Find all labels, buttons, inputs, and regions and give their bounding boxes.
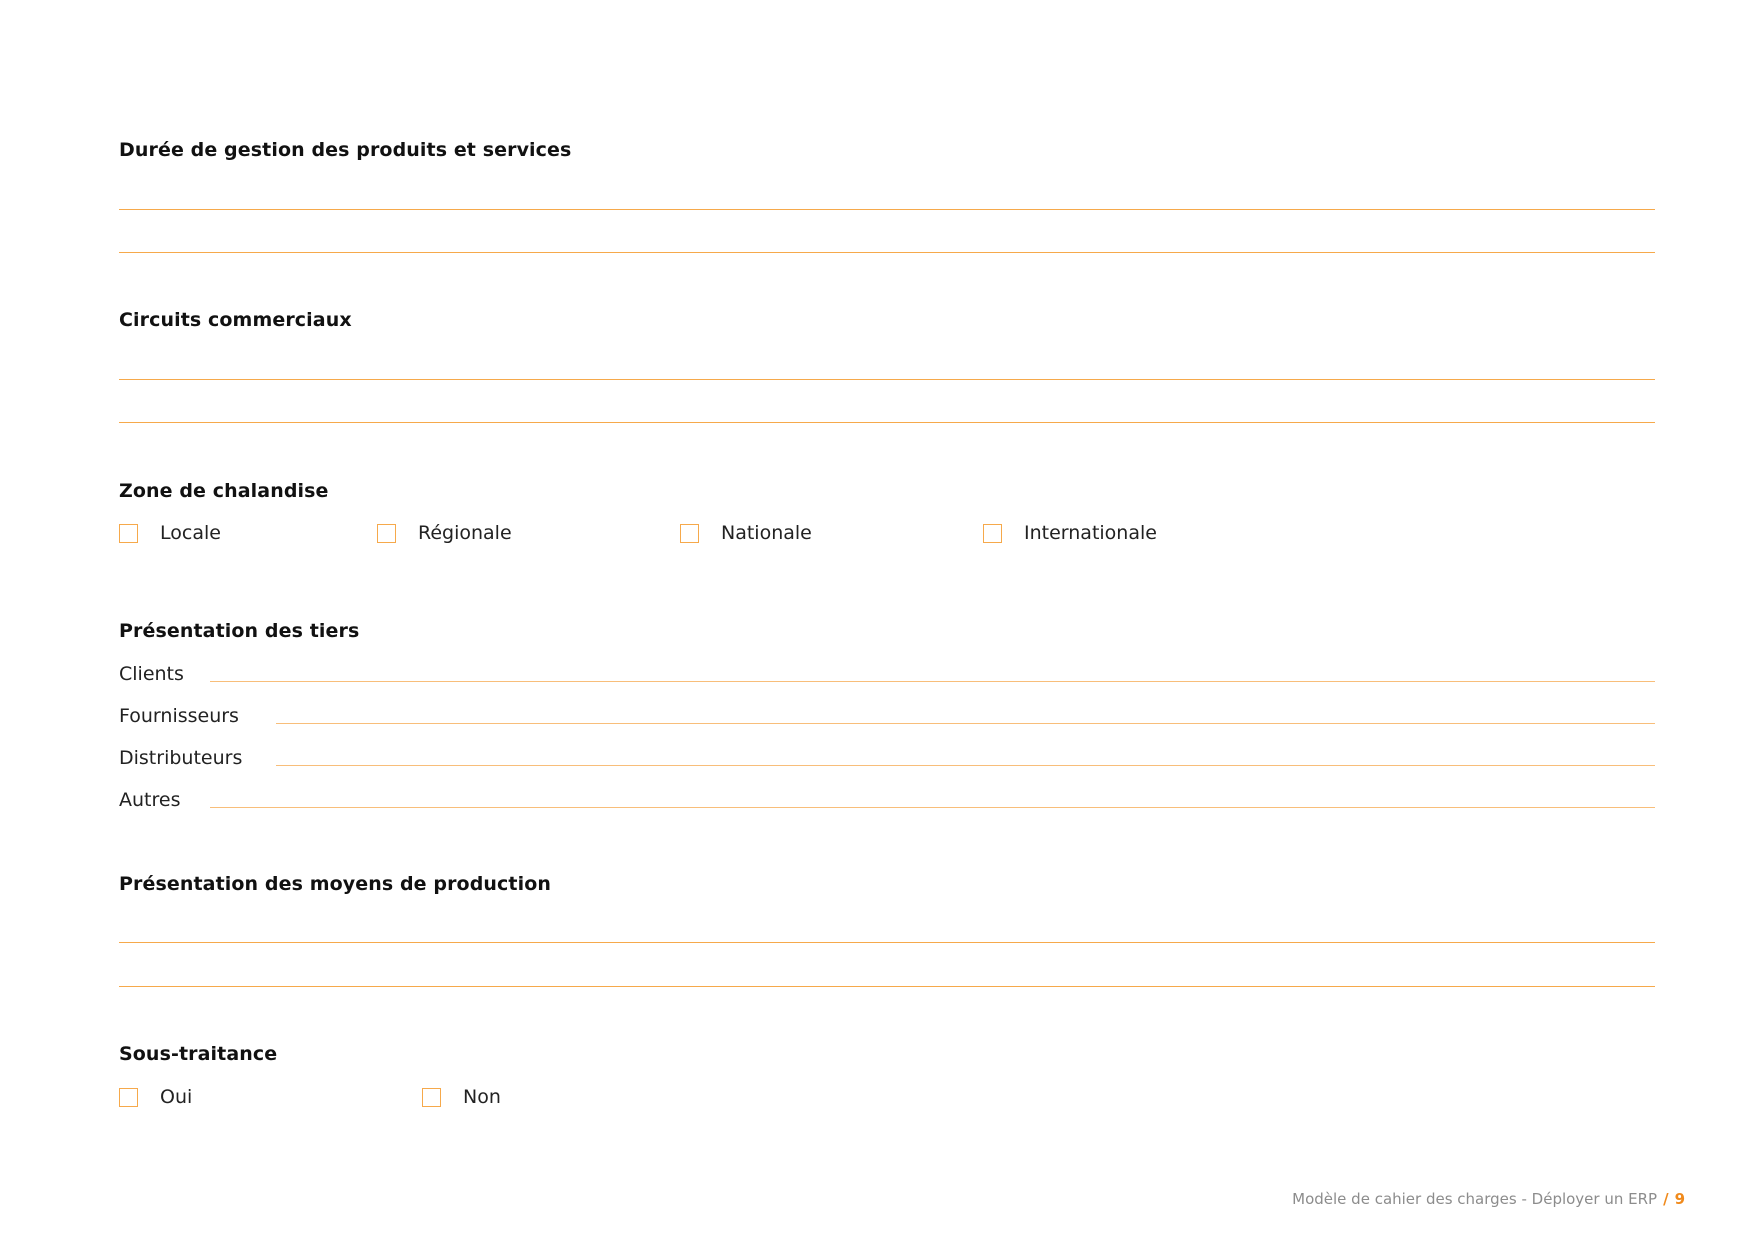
answer-line-circuits-2[interactable] xyxy=(119,422,1655,423)
checkbox-regionale[interactable] xyxy=(377,522,512,544)
footer-text: Modèle de cahier des charges - Déployer un ERP xyxy=(1292,1190,1658,1208)
field-line-clients[interactable] xyxy=(210,681,1655,682)
answer-line-production-1[interactable] xyxy=(119,942,1655,943)
checkbox-internationale[interactable] xyxy=(983,522,1157,544)
checkbox-box[interactable] xyxy=(377,524,396,543)
checkbox-nationale[interactable] xyxy=(680,522,812,544)
field-line-autres[interactable] xyxy=(210,807,1655,808)
checkbox-label-nationale: Nationale xyxy=(721,522,812,544)
checkbox-oui[interactable] xyxy=(119,1086,192,1108)
section-title-tiers: Présentation des tiers xyxy=(119,620,360,642)
checkbox-box[interactable] xyxy=(680,524,699,543)
checkbox-label-locale: Locale xyxy=(160,522,221,544)
footer-separator: / xyxy=(1663,1190,1669,1208)
field-label-autres: Autres xyxy=(119,789,181,811)
field-label-fournisseurs: Fournisseurs xyxy=(119,705,239,727)
checkbox-box[interactable] xyxy=(119,1088,138,1107)
answer-line-production-2[interactable] xyxy=(119,986,1655,987)
checkbox-label-internationale: Internationale xyxy=(1024,522,1157,544)
checkbox-label-non: Non xyxy=(463,1086,501,1108)
field-label-clients: Clients xyxy=(119,663,184,685)
field-line-distributeurs[interactable] xyxy=(276,765,1655,766)
checkbox-box[interactable] xyxy=(422,1088,441,1107)
section-title-duree: Durée de gestion des produits et services xyxy=(119,139,572,161)
checkbox-label-oui: Oui xyxy=(160,1086,193,1108)
checkbox-label-regionale: Régionale xyxy=(418,522,512,544)
section-title-production: Présentation des moyens de production xyxy=(119,873,551,895)
section-title-zone: Zone de chalandise xyxy=(119,480,329,502)
answer-line-duree-2[interactable] xyxy=(119,252,1655,253)
checkbox-box[interactable] xyxy=(983,524,1002,543)
page-footer xyxy=(1292,1190,1685,1208)
field-label-distributeurs: Distributeurs xyxy=(119,747,243,769)
page-number: 9 xyxy=(1674,1190,1685,1208)
section-title-sous-traitance: Sous-traitance xyxy=(119,1043,278,1065)
answer-line-circuits-1[interactable] xyxy=(119,379,1655,380)
checkbox-locale[interactable] xyxy=(119,522,221,544)
answer-line-duree-1[interactable] xyxy=(119,209,1655,210)
checkbox-box[interactable] xyxy=(119,524,138,543)
field-line-fournisseurs[interactable] xyxy=(276,723,1655,724)
section-title-circuits: Circuits commerciaux xyxy=(119,309,352,331)
checkbox-non[interactable] xyxy=(422,1086,501,1108)
